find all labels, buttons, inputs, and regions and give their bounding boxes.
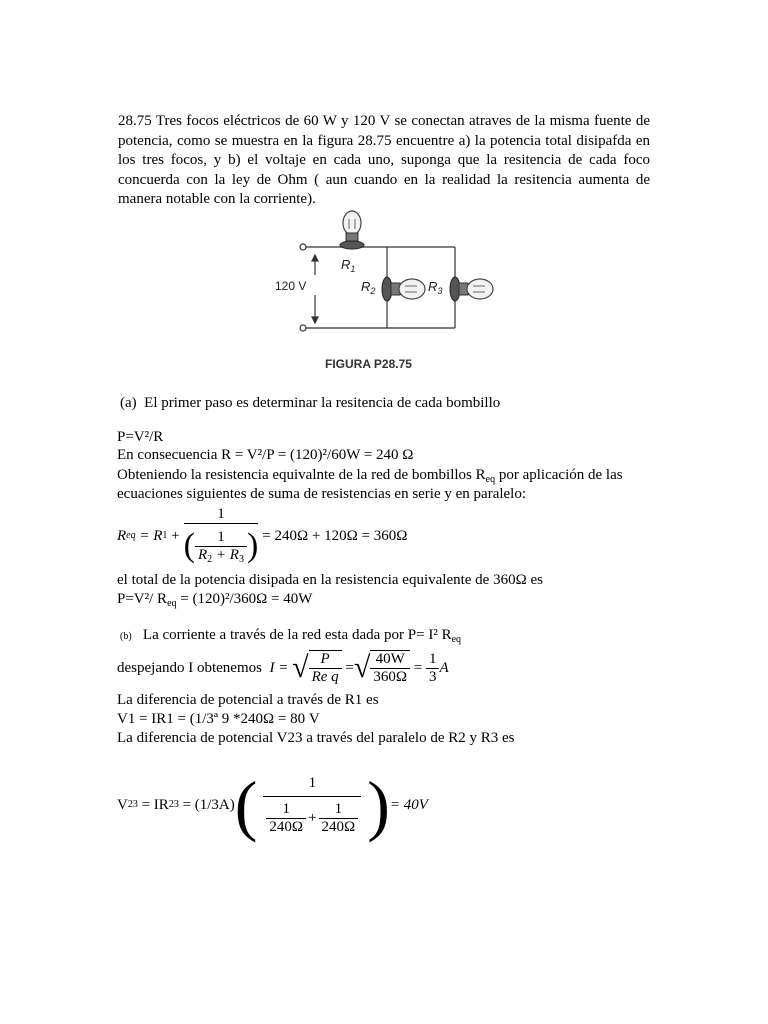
circuit-figure: [265, 205, 505, 375]
figure-caption: FIGURA P28.75: [325, 357, 412, 371]
v23-equation: V 23 = IR 23 = (1/3A) ( 1 $\frac{1}{240\Omega}$ + $\frac{1}{240\Omega}$ ) = 40V: [117, 767, 428, 843]
part-b-intro: (b) La corriente a través de la red esta dada por P= I² $R_{eq}$: [120, 627, 462, 645]
voltage-label: 120 V: [275, 279, 307, 293]
equivalent-text-line2: ecuaciones siguientes de suma de resistencias en serie y en paralelo:: [117, 486, 527, 502]
problem-statement: [118, 112, 650, 210]
equivalent-text-line1: Obteniendo la resistencia equivalnte de la red de bombillos $R_{eq}$ por aplicación de las: [117, 467, 623, 485]
bulb-2-icon: [382, 277, 425, 301]
part-a-intro: (a) El primer paso es determinar la resitencia de cada bombillo: [120, 395, 501, 411]
total-power-formula: P=V²/ $R_{eq} = (120)^2/360\Omega = 40W$: [117, 591, 313, 609]
bulb-1-icon: [340, 211, 364, 249]
current-equation: despejando I obtenemos I = √ $\frac{P}{\text{Re q}}$ = √ $\frac{40W}{360\Omega}$ = $\frac{1}{3}$ A: [117, 650, 449, 685]
problem-text: Tres focos eléctricos de 60 W y 120 V se conectan atraves de la misma fuente de potencia, como se muestra en la figura 28.75 encuentre a) la potencia total disipafda en los tres focos, y b) el voltaje en cada uno, suponga que la resitencia de cada foco concuerda con la ley de Ohm ( aun cuando en la realidad la resitencia aumenta de manera notable con la corriente).: [118, 113, 651, 208]
r2-label: $R_2$: [361, 279, 376, 296]
r1-label: $R_1$: [341, 257, 356, 274]
consequence-line: En consecuencia R = V²/P = (120)²/60W = 240 Ω: [117, 447, 414, 463]
v1-text: La diferencia de potencial a través de R1 es: [117, 692, 379, 708]
formula-p: P=V²/R: [117, 429, 164, 445]
req-equation: R eq = R 1 + 1 ( $\frac{1}{R_2 + R_3}$ ) = 240Ω + 120Ω = 360Ω: [117, 506, 408, 565]
total-power-text: el total de la potencia disipada en la resistencia equivalente de 360Ω es: [117, 572, 543, 588]
problem-number: 28.75: [118, 113, 152, 129]
bulb-3-icon: [450, 277, 493, 301]
r3-label: $R_3$: [428, 279, 443, 296]
v1-formula: V1 = IR1 = (1/3ª 9 *240Ω = 80 V: [117, 711, 320, 727]
v23-text: La diferencia de potencial V23 a través del paralelo de R2 y R3 es: [117, 730, 515, 746]
